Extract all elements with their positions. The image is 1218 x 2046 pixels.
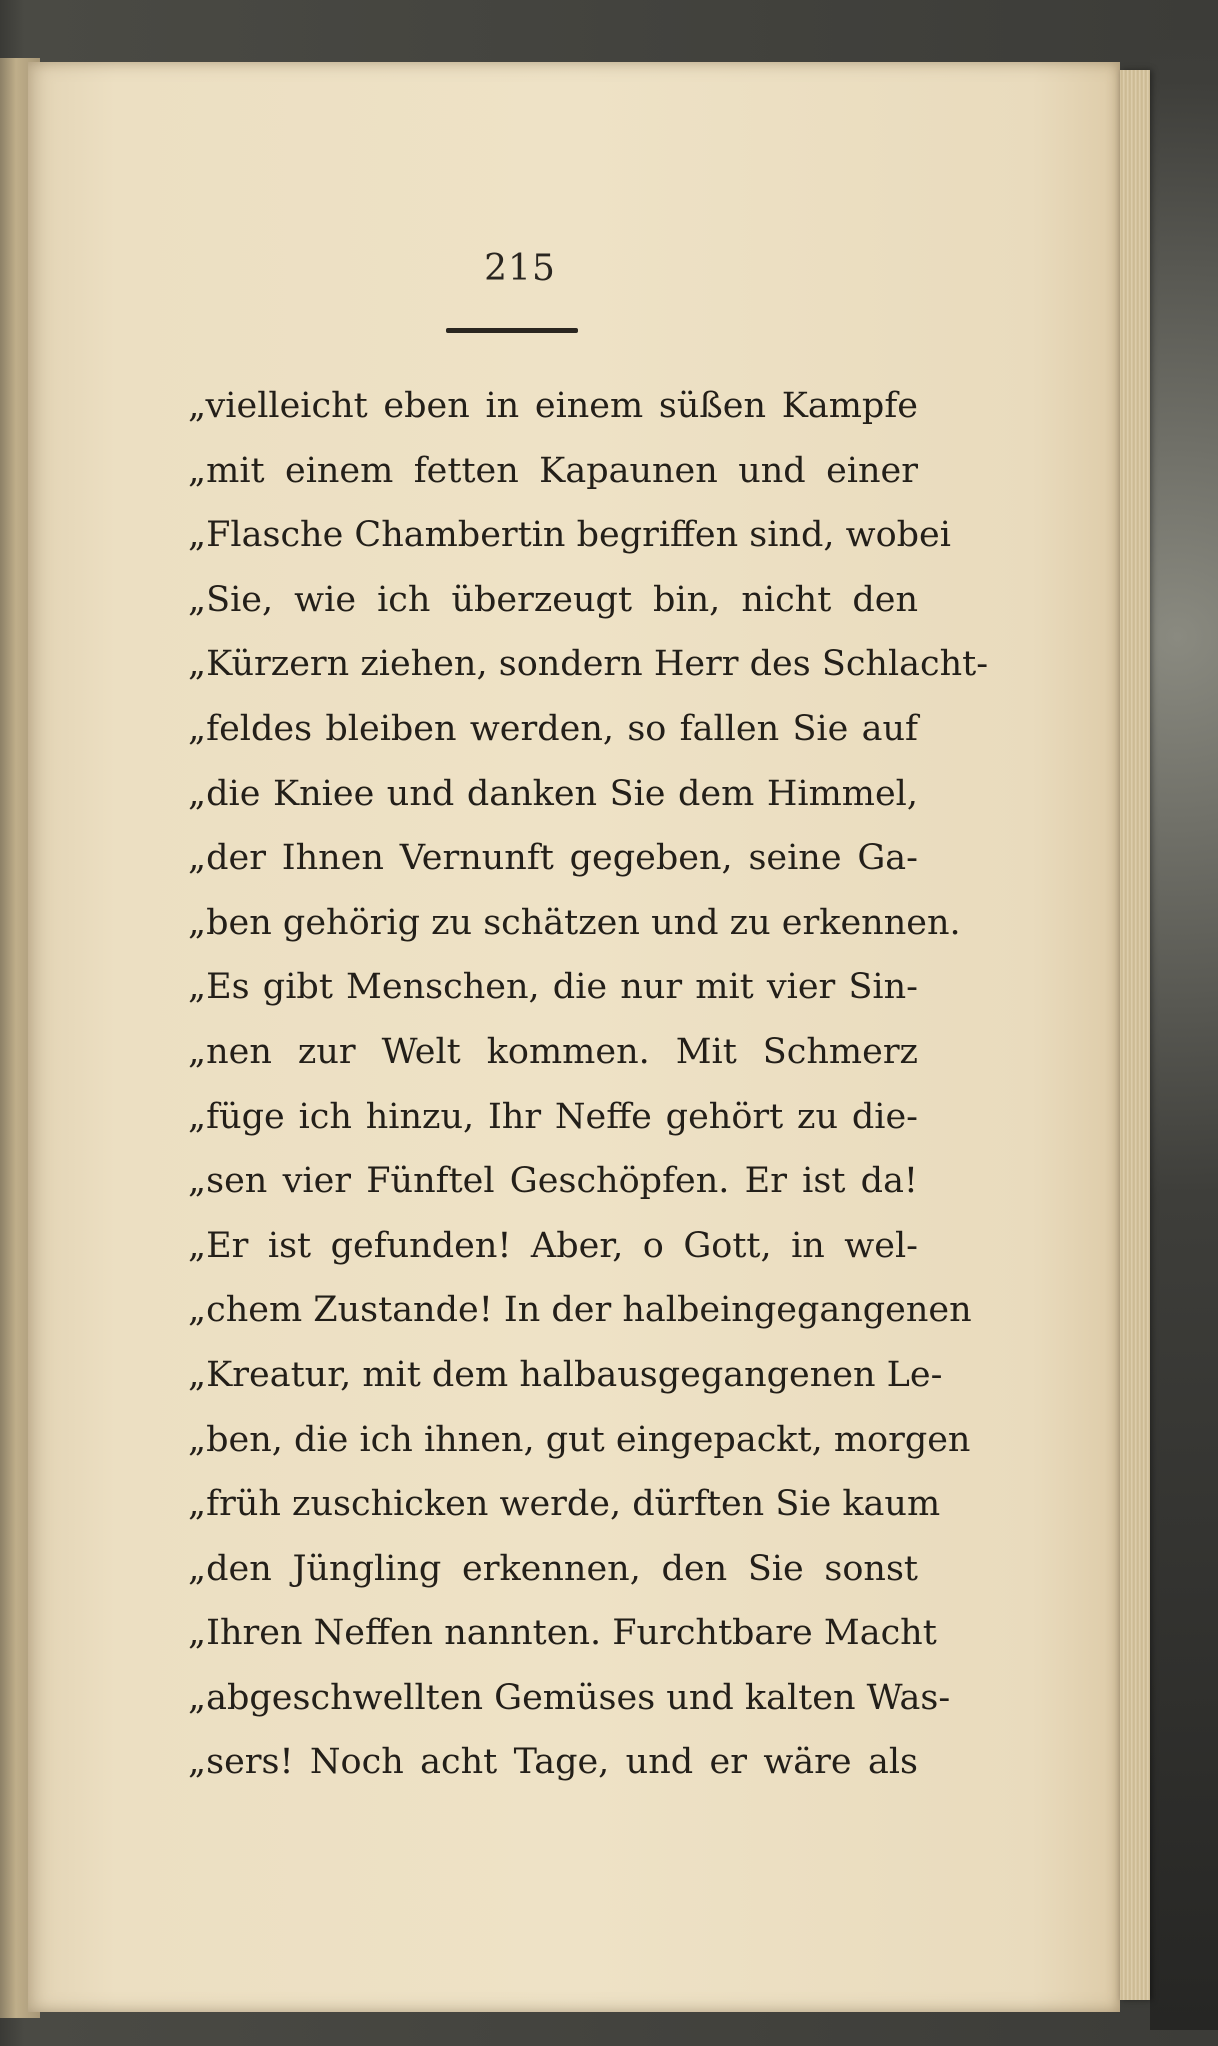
- text-line: „nen zur Welt kommen. Mit Schmerz: [188, 1031, 918, 1072]
- body-text: [188, 374, 989, 1795]
- text-line: „ben gehörig zu schätzen und zu erkennen.: [188, 902, 961, 943]
- header-rule: [446, 328, 578, 333]
- text-line: „mit einem fetten Kapaunen und einer: [188, 450, 918, 491]
- page-stack-edge: [1120, 70, 1150, 2000]
- text-line: „Flasche Chambertin begriffen sind, wobei: [188, 515, 951, 556]
- text-line: „Sie, wie ich überzeugt bin, nicht den: [188, 579, 918, 620]
- text-line: „früh zuschicken werde, dürften Sie kaum: [188, 1484, 941, 1525]
- book-cover-edge: [1150, 40, 1218, 2030]
- text-line: „Kreatur, mit dem halbausgegangenen Le-: [188, 1354, 943, 1395]
- page-number: 215: [484, 248, 556, 289]
- text-line: „der Ihnen Vernunft gegeben, seine Ga-: [188, 838, 918, 879]
- text-line: „füge ich hinzu, Ihr Neffe gehört zu die-: [188, 1096, 918, 1137]
- text-line: „sers! Noch acht Tage, und er wäre als: [188, 1742, 918, 1783]
- text-line: „Kürzern ziehen, sondern Herr des Schlacht-: [188, 644, 989, 685]
- text-line: „die Kniee und danken Sie dem Himmel,: [188, 773, 918, 814]
- text-line: „den Jüngling erkennen, den Sie sonst: [188, 1548, 918, 1589]
- text-line: „vielleicht eben in einem süßen Kampfe: [188, 386, 918, 426]
- text-line: „ben, die ich ihnen, gut eingepackt, morgen: [188, 1419, 971, 1460]
- text-line: „abgeschwellten Gemüses und kalten Was-: [188, 1677, 951, 1718]
- text-line: „chem Zustande! In der halbeingegangenen: [188, 1290, 972, 1331]
- text-line: „Es gibt Menschen, die nur mit vier Sin-: [188, 967, 918, 1008]
- text-line: „Ihren Neffen nannten. Furchtbare Macht: [188, 1613, 937, 1654]
- text-line: „Er ist gefunden! Aber, o Gott, in wel-: [188, 1225, 918, 1266]
- text-line: „feldes bleiben werden, so fallen Sie auf: [188, 708, 918, 749]
- text-line: „sen vier Fünftel Geschöpfen. Er ist da!: [188, 1161, 918, 1202]
